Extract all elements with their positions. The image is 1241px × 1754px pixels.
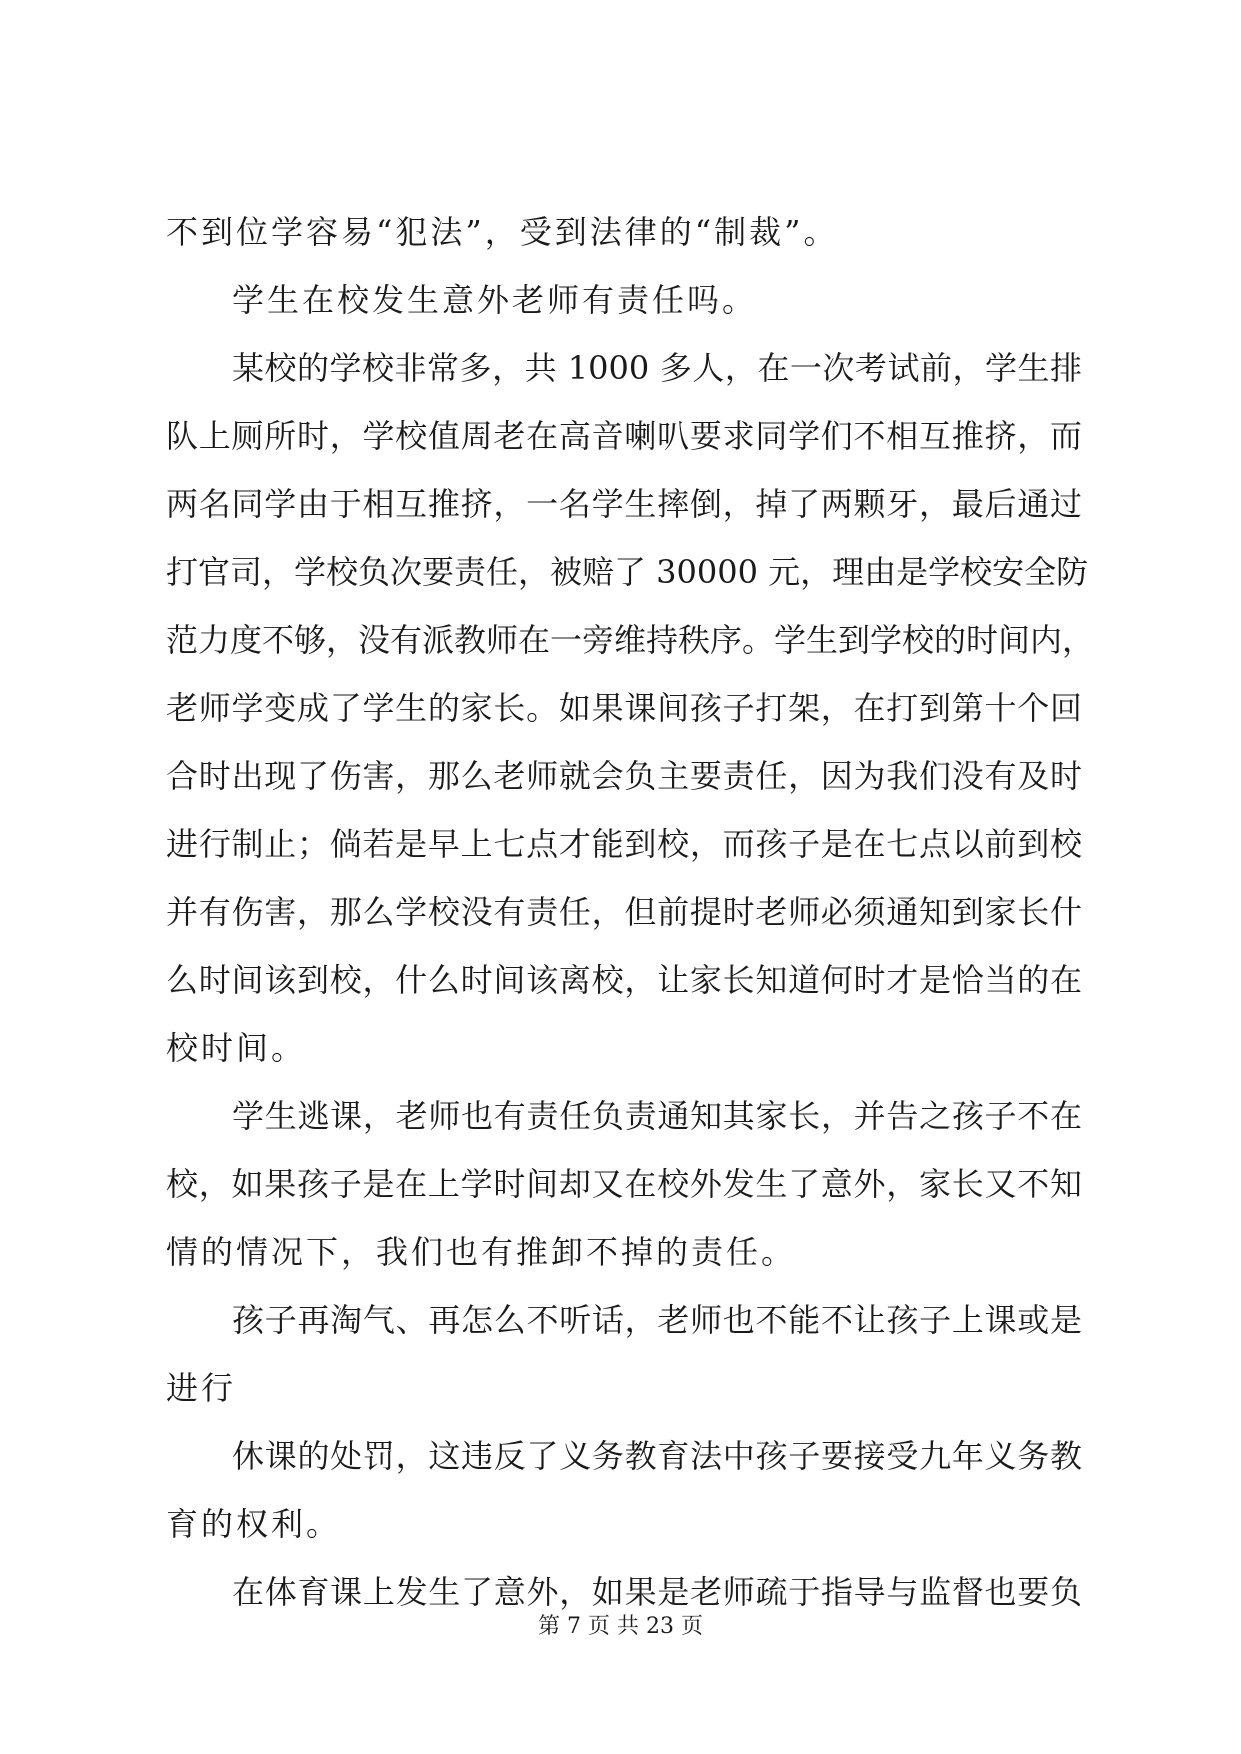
text-line: 某校的学校非常多，共 1000 多人，在一次考试前，学生排 — [232, 349, 1082, 387]
text-line: 不到位学容易“犯法”，受到法律的“制裁”。 — [166, 213, 839, 251]
text-line: 合时出现了伤害，那么老师就会负主要责任，因为我们没有及时 — [166, 757, 1082, 795]
text-line: 范力度不够，没有派教师在一旁维持秩序。学生到学校的时间内， — [166, 621, 1095, 659]
text-line: 队上厕所时，学校值周老在高音喇叭要求同学们不相互推挤，而 — [166, 417, 1082, 455]
text-line: 么时间该到校，什么时间该离校，让家长知道何时才是恰当的在 — [166, 961, 1082, 999]
text-line: 并有伤害，那么学校没有责任，但前提时老师必须通知到家长什 — [166, 893, 1082, 931]
text-line: 在体育课上发生了意外，如果是老师疏于指导与监督也要负 — [232, 1573, 1082, 1611]
text-line: 情的情况下，我们也有推卸不掉的责任。 — [166, 1233, 797, 1271]
text-line: 学生在校发生意外老师有责任吗。 — [232, 281, 758, 319]
text-line: 打官司，学校负次要责任，被赔了 30000 元，理由是学校安全防 — [166, 553, 1089, 591]
text-line: 学生逃课，老师也有责任负责通知其家长，并告之孩子不在 — [232, 1097, 1082, 1135]
text-line: 孩子再淘气、再怎么不听话，老师也不能不让孩子上课或是 — [232, 1301, 1082, 1339]
text-line: 育的权利。 — [166, 1505, 342, 1543]
text-line: 两名同学由于相互推挤，一名学生摔倒，掉了两颗牙，最后通过 — [166, 485, 1082, 523]
text-line: 休课的处罚，这违反了义务教育法中孩子要接受九年义务教 — [232, 1437, 1082, 1475]
page-number-footer: 第 7 页 共 23 页 — [538, 1614, 703, 1639]
text-line: 进行制止；倘若是早上七点才能到校，而孩子是在七点以前到校 — [166, 825, 1082, 863]
text-line: 老师学变成了学生的家长。如果课间孩子打架，在打到第十个回 — [166, 689, 1082, 727]
text-line: 进行 — [166, 1369, 237, 1407]
text-line: 校，如果孩子是在上学时间却又在校外发生了意外，家长又不知 — [166, 1165, 1082, 1203]
text-line: 校时间。 — [166, 1029, 307, 1067]
